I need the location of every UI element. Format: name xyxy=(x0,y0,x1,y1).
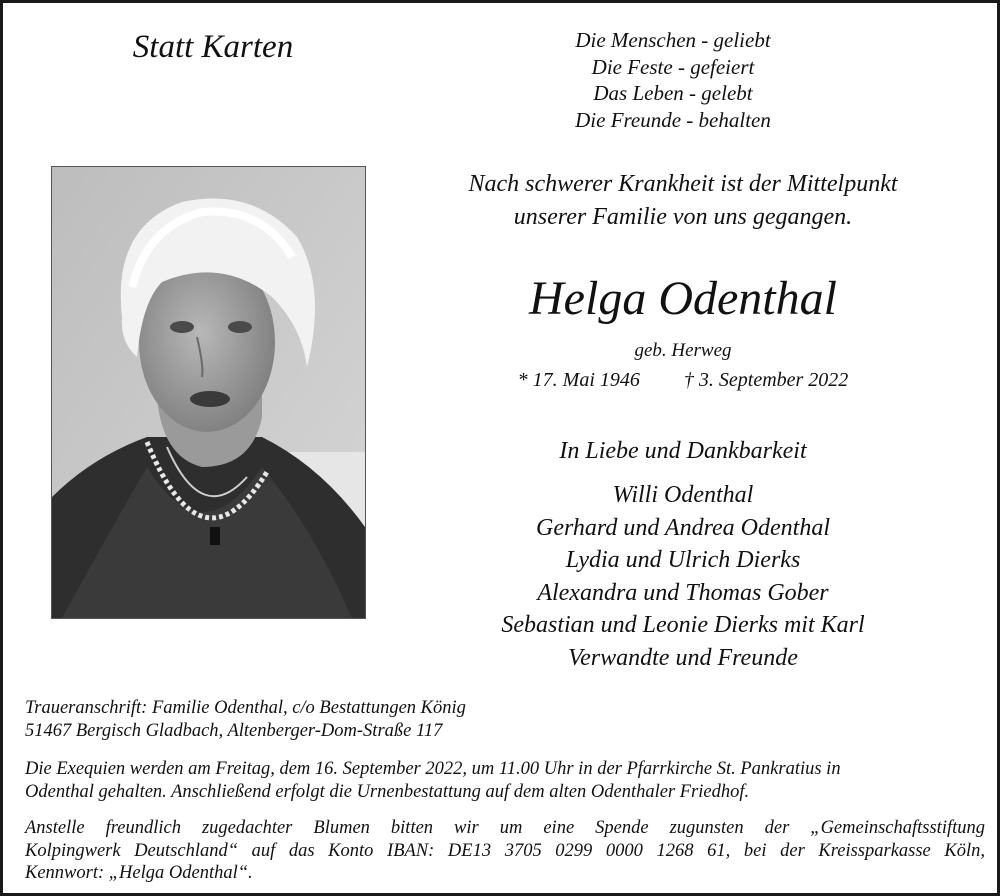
donation-line: Anstelle freundlich zugedachter Blumen bitten wir um eine Spende zugunsten der „Gemeinschaftsstiftung xyxy=(25,818,985,838)
poem-line: Die Menschen - geliebt xyxy=(575,28,771,52)
poem-line: Die Feste - gefeiert xyxy=(591,54,755,79)
dedication: In Liebe und Dankbarkeit xyxy=(559,438,807,464)
mourner: Gerhard und Andrea Odenthal xyxy=(536,514,830,541)
intro-line: Nach schwerer Krankheit ist der Mittelpunkt xyxy=(468,171,898,197)
mourning-address xyxy=(25,697,985,742)
poem-line: Die Freunde - behalten xyxy=(575,107,771,132)
portrait-photo xyxy=(51,166,366,619)
mourner: Lydia und Ulrich Dierks xyxy=(565,547,801,573)
donation-line: Kolpingwerk Deutschland“ auf das Konto IBAN: DE13 3705 0299 0000 1268 61, bei der Kreissparkasse Köln, xyxy=(25,840,985,861)
poem-line: Das Leben - gelebt xyxy=(593,81,753,105)
statt-karten-heading: Statt Karten xyxy=(132,29,294,65)
birth-name: geb. Herweg xyxy=(634,340,732,361)
deceased-name: Helga Odenthal xyxy=(529,272,837,325)
service-info xyxy=(25,758,985,803)
intro-line: unserer Familie von uns gegangen. xyxy=(513,204,853,230)
mourner: Willi Odenthal xyxy=(612,482,754,508)
mourner: Sebastian und Leonie Dierks mit Karl xyxy=(501,612,865,638)
mourner: Alexandra und Thomas Gober xyxy=(537,579,829,606)
address-line: 51467 Bergisch Gladbach, Altenberger-Dom-Straße 117 xyxy=(25,720,443,741)
birth-date: * 17. Mai 1946 xyxy=(517,369,640,391)
intro-text xyxy=(383,168,983,234)
mourner: Verwandte und Freunde xyxy=(568,644,798,671)
mourners-list xyxy=(383,479,983,674)
service-line: Die Exequien werden am Freitag, dem 16. September 2022, um 11.00 Uhr in der Pfarrkirche St. Pankratius in xyxy=(25,759,841,779)
donation-line: Kennwort: „Helga Odenthal“. xyxy=(25,863,253,883)
service-line: Odenthal gehalten. Anschließend erfolgt die Urnenbestattung auf dem alten Odenthaler Friedhof. xyxy=(25,781,750,802)
poem xyxy=(523,27,823,133)
life-dates xyxy=(383,367,983,393)
donation-info xyxy=(25,817,985,885)
address-line: Traueranschrift: Familie Odenthal, c/o Bestattungen König xyxy=(25,698,466,718)
death-date: † 3. September 2022 xyxy=(683,369,849,391)
portrait-image xyxy=(52,167,365,618)
